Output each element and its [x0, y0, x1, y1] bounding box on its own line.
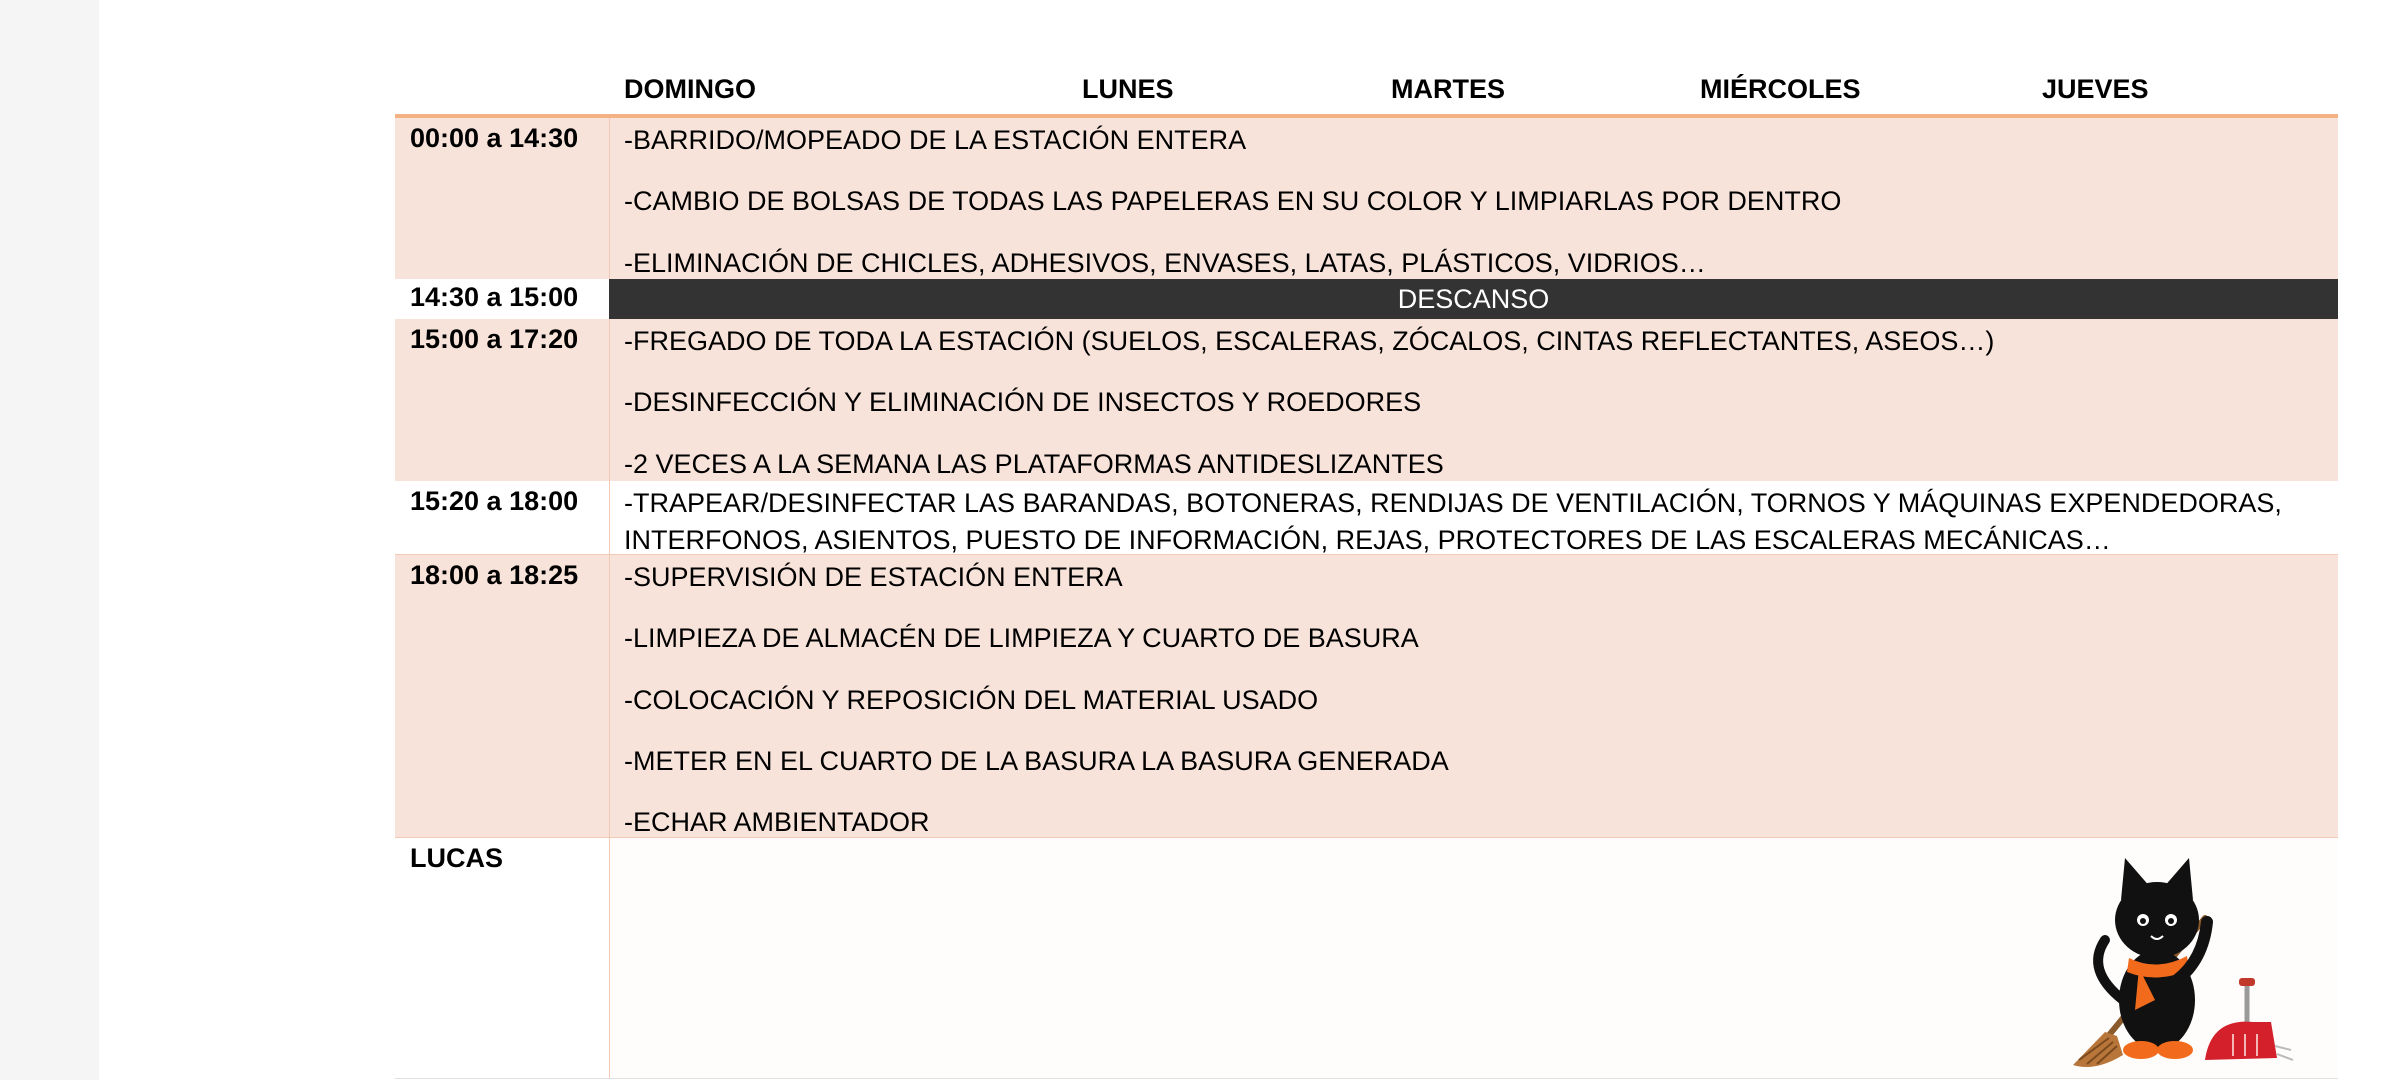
left-gutter — [0, 0, 99, 1080]
schedule-row — [395, 118, 2338, 279]
task-item: -SUPERVISIÓN DE ESTACIÓN ENTERA — [624, 562, 1123, 592]
day-header-tuesday: MARTES — [1391, 74, 1505, 104]
employee-name: LUCAS — [410, 843, 503, 873]
task-item: -ELIMINACIÓN DE CHICLES, ADHESIVOS, ENVASES, LATAS, PLÁSTICOS, VIDRIOS… — [624, 247, 1706, 278]
column-divider — [609, 555, 610, 837]
task-list — [624, 323, 2324, 483]
break-bar: DESCANSO — [609, 279, 2338, 319]
column-divider — [609, 118, 610, 279]
task-item: -2 VECES A LA SEMANA LAS PLATAFORMAS ANTIDESLIZANTES — [624, 448, 1444, 479]
schedule-row — [395, 555, 2338, 838]
time-slot: 14:30 a 15:00 — [410, 282, 579, 312]
task-item: -FREGADO DE TODA LA ESTACIÓN (SUELOS, ESCALERAS, ZÓCALOS, CINTAS REFLECTANTES, ASEOS…) — [624, 326, 1995, 356]
task-item: -BARRIDO/MOPEADO DE LA ESTACIÓN ENTERA — [624, 125, 1247, 155]
task-item: -METER EN EL CUARTO DE LA BASURA LA BASURA GENERADA — [624, 745, 1449, 776]
time-slot: 15:00 a 17:20 — [410, 324, 579, 354]
task-list — [624, 485, 2324, 559]
employee-row — [395, 838, 2338, 1079]
task-list — [624, 122, 2324, 282]
column-divider — [609, 481, 610, 554]
column-divider — [609, 319, 610, 481]
time-slot: 15:20 a 18:00 — [410, 486, 579, 516]
days-header-row — [395, 70, 2338, 118]
column-divider — [609, 838, 610, 1078]
document-page — [99, 0, 2400, 1080]
time-slot: 18:00 a 18:25 — [410, 560, 579, 590]
day-header-sunday: DOMINGO — [624, 74, 756, 104]
task-item: -ECHAR AMBIENTADOR — [624, 807, 930, 838]
task-item: -TRAPEAR/DESINFECTAR LAS BARANDAS, BOTONERAS, RENDIJAS DE VENTILACIÓN, TORNOS Y MÁQUINAS EXPENDEDORAS, INTERFONOS, ASIENTOS, PUESTO DE INFORMACIÓN, REJAS, PROTECTORES DE LAS ESCALERAS MECÁNICAS… — [624, 488, 2282, 555]
day-header-wednesday: MIÉRCOLES — [1700, 74, 1861, 104]
task-item: -DESINFECCIÓN Y ELIMINACIÓN DE INSECTOS Y ROEDORES — [624, 387, 1422, 418]
schedule-row — [395, 481, 2338, 555]
day-header-thursday: JUEVES — [2042, 74, 2149, 104]
task-item: -CAMBIO DE BOLSAS DE TODAS LAS PAPELERAS EN SU COLOR Y LIMPIARLAS POR DENTRO — [624, 186, 1842, 217]
task-item: -COLOCACIÓN Y REPOSICIÓN DEL MATERIAL USADO — [624, 684, 1319, 715]
time-slot: 00:00 a 14:30 — [410, 123, 579, 153]
break-row — [395, 279, 2338, 319]
task-list — [624, 559, 2324, 842]
day-header-monday: LUNES — [1082, 74, 1174, 104]
schedule-row — [395, 319, 2338, 481]
black-cat-sweeping-icon — [2065, 850, 2305, 1075]
task-item: -LIMPIEZA DE ALMACÉN DE LIMPIEZA Y CUARTO DE BASURA — [624, 623, 1419, 654]
